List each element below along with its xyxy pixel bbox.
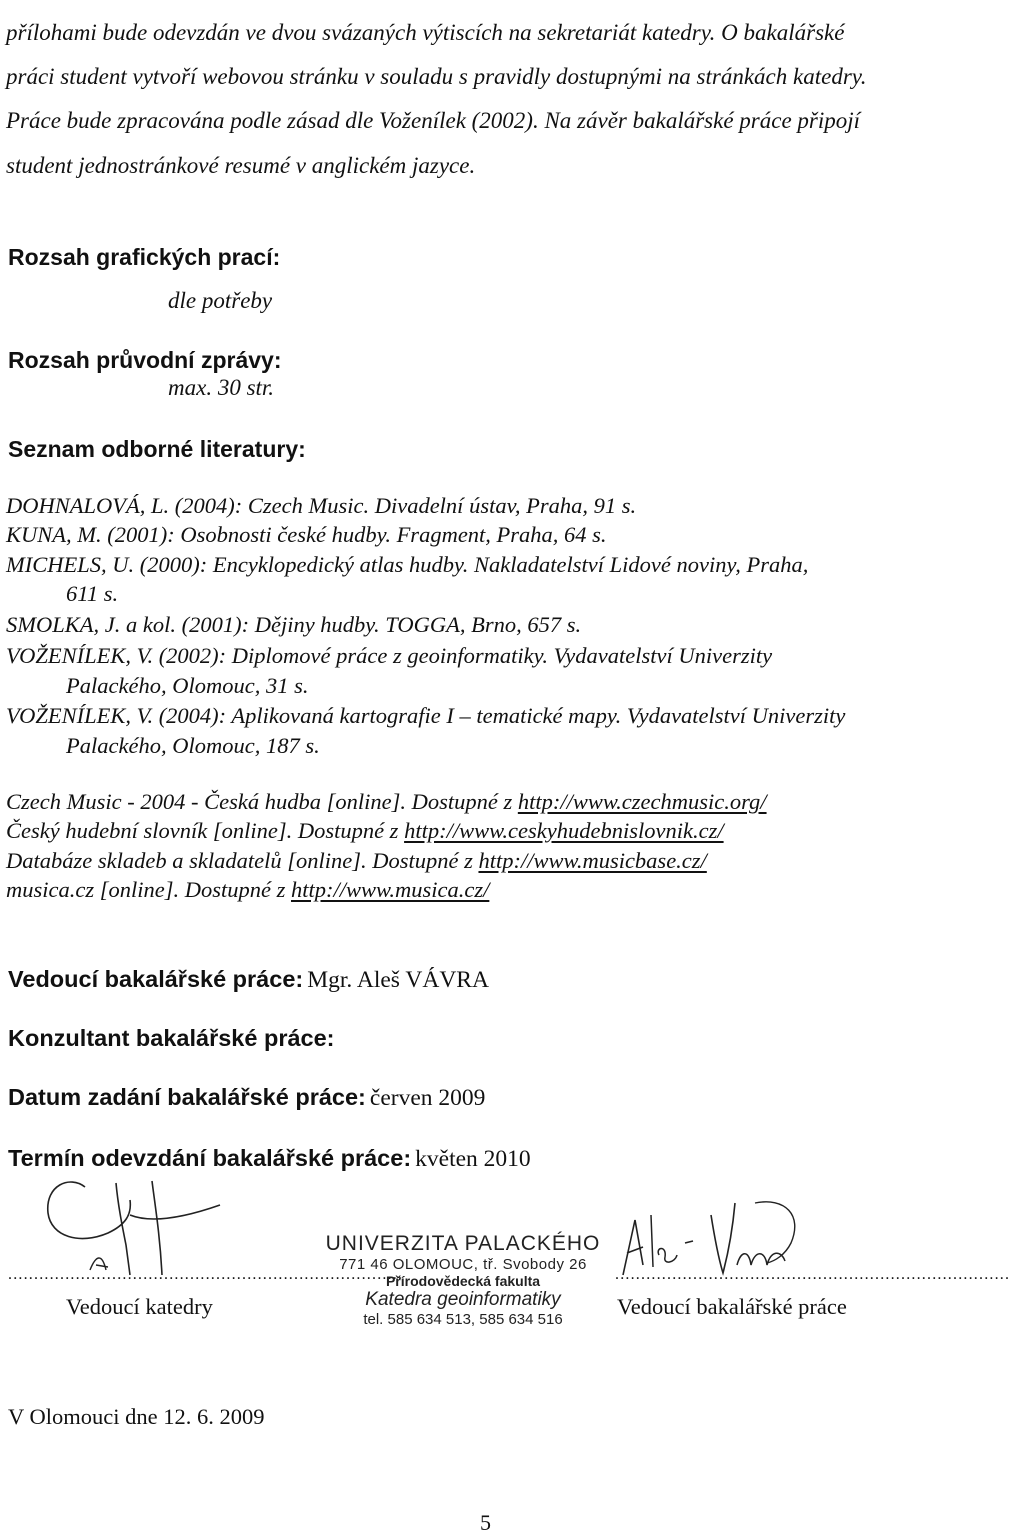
place-and-date: V Olomouci dne 12. 6. 2009	[8, 1404, 265, 1429]
web-source-link[interactable]: http://www.czechmusic.org/	[517, 789, 767, 814]
literature-heading: Seznam odborné literatury:	[8, 436, 306, 462]
intro-line-3: Práce bude zpracována podle zásad dle Voženílek (2002). Na závěr bakalářské práce připojí	[6, 108, 861, 133]
bib-entry: SMOLKA, J. a kol. (2001): Dějiny hudby. TOGGA, Brno, 657 s.	[6, 612, 582, 637]
bib-entry: DOHNALOVÁ, L. (2004): Czech Music. Divadelní ústav, Praha, 91 s.	[6, 493, 637, 518]
web-source-link[interactable]: http://www.ceskyhudebnislovnik.cz/	[404, 818, 724, 843]
signature-supervisor	[615, 1195, 835, 1285]
stamp-line-3: Přírodovědecká fakulta	[385, 1273, 541, 1289]
assigned-value: červen 2009	[369, 1085, 486, 1111]
intro-line-1: přílohami bude odevzdán ve dvou svázaných výtiscích na sekretariát katedry. O bakalářské	[6, 20, 845, 45]
signature-caption-left: Vedoucí katedry	[66, 1294, 213, 1319]
report-value: max. 30 str.	[168, 375, 275, 400]
stamp-line-5: tel. 585 634 513, 585 634 516	[363, 1311, 563, 1328]
supervisor-label: Vedoucí bakalářské práce:	[8, 966, 304, 992]
assigned-label: Datum zadání bakalářské práce:	[8, 1084, 366, 1110]
web-source-link[interactable]: http://www.musicbase.cz/	[478, 848, 707, 873]
bib-entry: VOŽENÍLEK, V. (2004): Aplikovaná kartografie I – tematické mapy. Vydavatelství Univerzity	[6, 703, 846, 728]
supervisor-value: Mgr. Aleš VÁVRA	[307, 967, 489, 993]
graphics-value: dle potřeby	[168, 288, 273, 313]
report-heading: Rozsah průvodní zprávy:	[8, 347, 282, 373]
deadline-label: Termín odevzdání bakalářské práce:	[8, 1145, 412, 1171]
web-source	[6, 848, 707, 874]
web-source-text: Czech Music - 2004 - Česká hudba [online]. Dostupné z	[6, 789, 518, 814]
signature-line-right: ............................................................................	[615, 1266, 1010, 1283]
bib-entry-continuation: Palackého, Olomouc, 31 s.	[66, 673, 309, 698]
bib-entry: KUNA, M. (2001): Osobnosti české hudby. Fragment, Praha, 64 s.	[6, 522, 607, 547]
bib-entry: VOŽENÍLEK, V. (2002): Diplomové práce z geoinformatiky. Vydavatelství Univerzity	[6, 643, 773, 668]
assigned-row	[8, 1084, 485, 1112]
web-source	[6, 818, 724, 844]
consultant-label: Konzultant bakalářské práce:	[8, 1025, 335, 1051]
stamp-line-4: Katedra geoinformatiky	[365, 1289, 561, 1310]
web-source	[6, 789, 767, 815]
supervisor-row	[8, 966, 489, 994]
deadline-row	[8, 1145, 531, 1173]
signature-line-left: ............................................................................	[8, 1266, 404, 1283]
web-source-link[interactable]: http://www.musica.cz/	[291, 877, 490, 902]
graphics-heading: Rozsah grafických prací:	[8, 244, 281, 270]
web-source-text: Databáze skladeb a skladatelů [online]. Dostupné z	[6, 848, 479, 873]
page-number: 5	[480, 1510, 491, 1535]
stamp-line-1: UNIVERZITA PALACKÉHO	[325, 1232, 601, 1255]
intro-line-2: práci student vytvoří webovou stránku v souladu s pravidly dostupnými na stránkách katedry.	[6, 64, 867, 89]
web-source-text: Český hudební slovník [online]. Dostupné z	[6, 818, 405, 843]
stamp-line-2: 771 46 OLOMOUC, tř. Svobody 26	[339, 1256, 587, 1273]
signature-caption-right: Vedoucí bakalářské práce	[617, 1294, 847, 1319]
bib-entry-continuation: 611 s.	[66, 581, 119, 606]
university-stamp	[318, 1232, 608, 1328]
web-source-text: musica.cz [online]. Dostupné z	[6, 877, 291, 902]
intro-line-4: student jednostránkové resumé v anglickém jazyce.	[6, 153, 476, 178]
web-source	[6, 877, 489, 903]
deadline-value: květen 2010	[415, 1146, 531, 1172]
bib-entry: MICHELS, U. (2000): Encyklopedický atlas hudby. Nakladatelství Lidové noviny, Praha,	[6, 552, 809, 577]
consultant-row	[8, 1025, 335, 1052]
bib-entry-continuation: Palackého, Olomouc, 187 s.	[66, 733, 320, 758]
